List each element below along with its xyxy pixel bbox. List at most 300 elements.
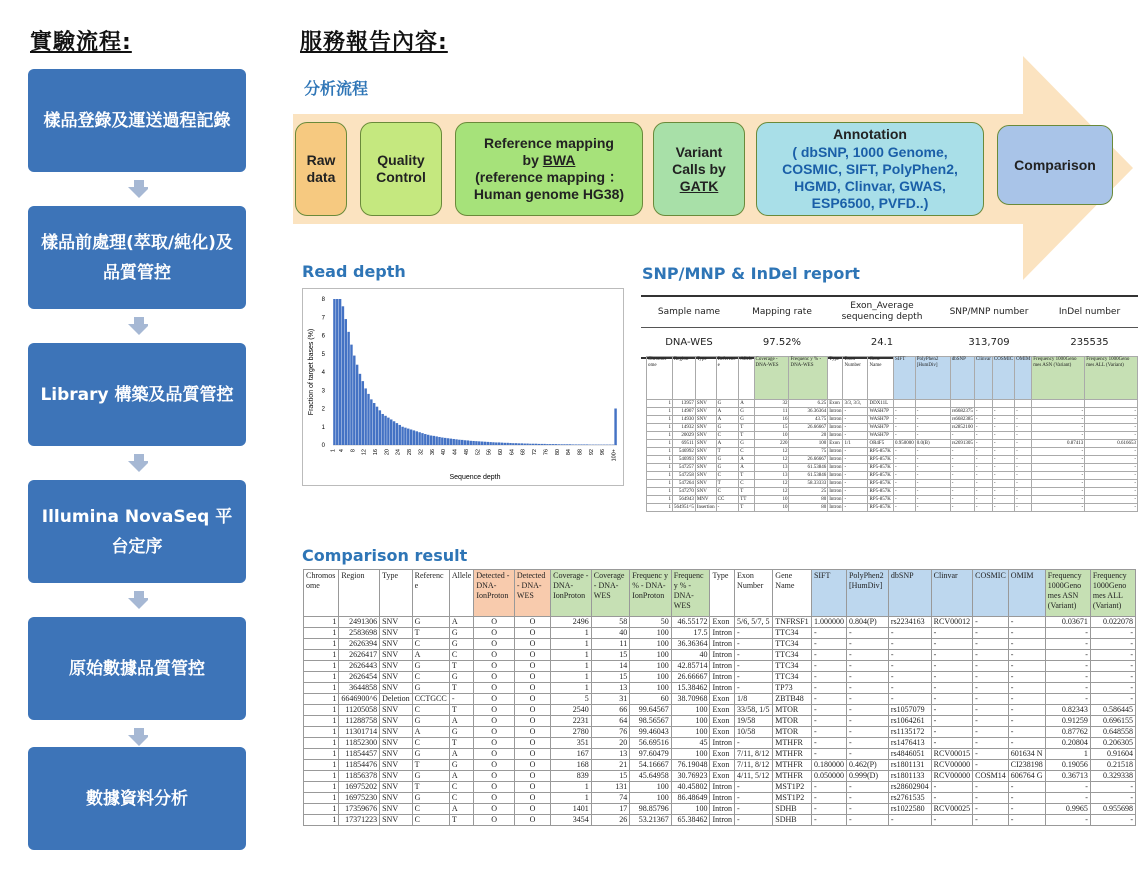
table-cell: TNFRSF1: [773, 617, 812, 628]
table-cell: G: [412, 661, 449, 672]
mapping-line-4: Human genome HG38): [473, 186, 625, 202]
table-row: [304, 650, 1136, 661]
table-cell: [950, 400, 974, 408]
table-cell: Intron: [710, 628, 735, 639]
table-cell: -: [843, 432, 868, 440]
table-cell: -: [992, 448, 1014, 456]
table-cell: 351: [551, 738, 592, 749]
table-cell: 7/11, 8/12: [735, 760, 773, 771]
table-cell: MTOR: [773, 716, 812, 727]
summary-header-cell: Mapping rate: [752, 306, 812, 317]
table-cell: 80: [789, 504, 828, 512]
table-cell: -: [735, 661, 773, 672]
table-cell: 100: [671, 705, 710, 716]
table-cell: T: [449, 661, 474, 672]
table-cell: SNV: [380, 738, 413, 749]
table-row: [647, 448, 1138, 456]
table-cell: A: [739, 456, 754, 464]
table-cell: O: [474, 628, 515, 639]
table-cell: -: [973, 661, 1009, 672]
table-cell: -: [931, 716, 972, 727]
table-cell: -: [973, 804, 1009, 815]
table-cell: 2496: [551, 617, 592, 628]
table-cell: 0.648558: [1090, 727, 1135, 738]
table-cell: A: [412, 727, 449, 738]
table-cell: -: [843, 496, 868, 504]
table-cell: -: [1045, 782, 1090, 793]
table-cell: 30.76923: [671, 771, 710, 782]
workflow-step: 樣品前處理(萃取/純化)及品質管控: [28, 206, 246, 309]
table-cell: 0.19056: [1045, 760, 1090, 771]
table-cell: 1: [304, 650, 339, 661]
table-cell: CI238198: [1008, 760, 1045, 771]
table-cell: O: [474, 661, 515, 672]
table-cell: T: [412, 782, 449, 793]
depth-bar: [549, 444, 551, 445]
table-cell: 56.69516: [630, 738, 672, 749]
depth-bar: [336, 299, 338, 445]
table-cell: 100: [630, 650, 672, 661]
table-cell: G: [716, 456, 739, 464]
table-cell: -: [931, 661, 972, 672]
table-cell: 42.85714: [671, 661, 710, 672]
table-cell: 98.56567: [630, 716, 672, 727]
table-cell: Exon: [710, 771, 735, 782]
depth-bar: [427, 435, 429, 445]
depth-bar: [563, 444, 565, 445]
table-row: [304, 738, 1136, 749]
table-cell: rs2761535: [888, 793, 931, 804]
y-tick-label: 4: [321, 370, 325, 376]
table-cell: 1: [551, 639, 592, 650]
table-cell: -: [973, 705, 1009, 716]
table-cell: -: [846, 749, 888, 760]
table-cell: 16975202: [339, 782, 380, 793]
column-header: Type: [828, 357, 843, 400]
depth-bar: [444, 438, 446, 445]
table-cell: A: [449, 749, 474, 760]
depth-bar: [495, 442, 497, 445]
table-cell: -: [915, 472, 950, 480]
table-cell: 10: [754, 504, 789, 512]
table-cell: -: [888, 661, 931, 672]
summary-header-cell: SNP/MNP number: [949, 306, 1029, 317]
y-tick-label: 1: [321, 424, 325, 431]
depth-bar: [569, 444, 571, 445]
y-tick-label: 6: [321, 333, 325, 340]
table-cell: -: [974, 440, 992, 448]
depth-bar: [546, 444, 548, 445]
table-cell: 2626454: [339, 672, 380, 683]
table-row: [647, 480, 1138, 488]
table-cell: -: [843, 480, 868, 488]
table-cell: -: [973, 738, 1009, 749]
table-cell: C: [449, 782, 474, 793]
table-cell: 1: [304, 815, 339, 826]
table-cell: -: [1085, 424, 1138, 432]
table-cell: -: [1045, 650, 1090, 661]
table-cell: O: [474, 738, 515, 749]
table-cell: 12: [754, 456, 789, 464]
table-cell: 1: [647, 400, 673, 408]
table-cell: 54.16667: [630, 760, 672, 771]
table-cell: 1: [304, 738, 339, 749]
table-cell: -: [992, 408, 1014, 416]
table-row: [304, 639, 1136, 650]
depth-bar: [464, 440, 466, 445]
table-cell: 1.000000: [811, 617, 846, 628]
table-cell: -: [846, 705, 888, 716]
table-cell: 6646900^6: [339, 694, 380, 705]
table-cell: 53.21367: [630, 815, 672, 826]
table-cell: 3644858: [339, 683, 380, 694]
table-cell: Intron: [829, 433, 842, 438]
depth-bar: [350, 345, 352, 445]
table-cell: -: [893, 480, 915, 488]
table-cell: O: [474, 771, 515, 782]
x-tick-label: 20: [384, 449, 391, 456]
table-cell: -: [843, 472, 868, 480]
table-cell: SNV: [695, 472, 716, 480]
table-cell: -: [1090, 639, 1135, 650]
table-cell: -: [893, 432, 915, 440]
snp-summary-table: [641, 295, 1138, 359]
table-cell: 26: [591, 815, 629, 826]
depth-bar: [472, 441, 474, 445]
table-cell: O: [474, 760, 515, 771]
table-cell: -: [1015, 416, 1032, 424]
column-header: Coverage - DNA-IonProton: [551, 570, 592, 617]
x-tick-label: 40: [441, 449, 448, 456]
table-cell: 25: [789, 488, 828, 496]
depth-bar: [435, 436, 437, 445]
table-row: [647, 432, 1138, 440]
table-cell: 36.36364: [671, 639, 710, 650]
table-cell: -: [1015, 440, 1032, 448]
table-cell: -: [735, 650, 773, 661]
table-cell: -: [950, 472, 974, 480]
depth-bar: [470, 441, 472, 445]
table-cell: 1: [304, 727, 339, 738]
x-tick-label: 80: [554, 449, 561, 456]
table-cell: SNV: [380, 815, 413, 826]
depth-bar: [370, 399, 372, 445]
table-cell: -: [973, 815, 1009, 826]
table-cell: 220: [754, 440, 789, 448]
table-cell: SNV: [695, 408, 716, 416]
summary-value-cell: 235535: [1070, 336, 1109, 348]
table-cell: 17371223: [339, 815, 380, 826]
workflow-step: 樣品登錄及運送過程記錄: [28, 69, 246, 172]
table-cell: 98.85796: [630, 804, 672, 815]
table-cell: -: [811, 749, 846, 760]
table-cell: -: [888, 639, 931, 650]
depth-bar: [555, 444, 557, 445]
table-cell: 0.950000: [894, 441, 914, 446]
table-cell: -: [1090, 782, 1135, 793]
x-tick-label: 1: [330, 449, 337, 453]
table-cell: -: [1085, 456, 1138, 464]
table-cell: -: [1090, 694, 1135, 705]
table-cell: -: [973, 617, 1009, 628]
table-cell: MTOR: [773, 727, 812, 738]
depth-bar: [512, 443, 514, 445]
workflow-step: 原始數據品質管控: [28, 617, 246, 720]
table-cell: 1/8: [735, 694, 773, 705]
table-cell: RP5-857K: [868, 480, 894, 488]
table-cell: -: [992, 416, 1014, 424]
table-cell: 547257: [672, 464, 695, 472]
table-cell: 100: [671, 749, 710, 760]
table-row: [304, 760, 1136, 771]
down-arrow-icon: [128, 180, 148, 200]
table-cell: 100: [630, 793, 672, 804]
table-cell: MNV: [695, 496, 716, 504]
table-cell: 11: [591, 639, 629, 650]
table-cell: G: [716, 464, 739, 472]
table-cell: -: [893, 496, 915, 504]
table-cell: -: [811, 639, 846, 650]
table-cell: -: [1045, 683, 1090, 694]
depth-bar: [404, 428, 406, 445]
table-cell: 0.050000: [811, 771, 846, 782]
table-cell: -: [893, 504, 915, 512]
table-cell: 13: [754, 472, 789, 480]
table-row: [647, 416, 1138, 424]
depth-bar: [333, 299, 335, 445]
table-cell: Intron: [710, 782, 735, 793]
table-cell: 1: [647, 432, 673, 440]
y-tick-label: 8: [321, 297, 325, 303]
column-header: OMIM: [1008, 570, 1045, 617]
depth-bar: [583, 444, 585, 445]
table-cell: RP5-857K: [868, 448, 894, 456]
table-cell: 11856378: [339, 771, 380, 782]
read-depth-title: Read depth: [302, 262, 406, 281]
table-cell: -: [1032, 432, 1085, 440]
table-cell: Intron: [829, 425, 842, 430]
table-row: [647, 472, 1138, 480]
table-cell: 15.38462: [671, 683, 710, 694]
table-cell: Intron: [710, 639, 735, 650]
table-cell: 80: [789, 496, 828, 504]
mapping-line-2: [523, 152, 576, 169]
table-cell: C: [412, 738, 449, 749]
table-cell: rs4846051: [888, 749, 931, 760]
table-row: [647, 440, 1138, 448]
depth-bar: [577, 444, 579, 445]
table-cell: RCV00025: [931, 804, 972, 815]
table-cell: SNV: [380, 672, 413, 683]
table-cell: MST1P2: [773, 782, 812, 793]
table-cell: rs6682385: [951, 417, 973, 422]
column-header: Allele: [449, 570, 474, 617]
table-cell: O: [474, 749, 515, 760]
table-cell: -: [1032, 496, 1085, 504]
table-cell: G: [412, 793, 449, 804]
depth-bar: [356, 365, 358, 445]
table-row: [647, 504, 1138, 512]
pipeline-variant-calls: [653, 122, 745, 216]
down-arrow-icon: [128, 591, 148, 611]
table-cell: 100: [630, 672, 672, 683]
table-cell: -: [893, 448, 915, 456]
depth-bar: [580, 444, 582, 445]
table-row: [647, 464, 1138, 472]
comparison-label: Comparison: [1014, 156, 1096, 173]
table-cell: 11301714: [339, 727, 380, 738]
table-cell: -: [973, 760, 1009, 771]
table-cell: 0.87762: [1045, 727, 1090, 738]
table-cell: T: [716, 480, 739, 488]
table-cell: SNV: [695, 432, 716, 440]
table-cell: SNV: [695, 456, 716, 464]
depth-bar: [461, 440, 463, 445]
table-cell: SNV: [380, 782, 413, 793]
table-cell: O: [474, 815, 515, 826]
table-cell: 15: [591, 672, 629, 683]
table-cell: Intron: [829, 417, 842, 422]
depth-bar: [543, 444, 545, 445]
table-cell: 64: [591, 716, 629, 727]
table-cell: -: [1008, 716, 1045, 727]
table-cell: C: [449, 650, 474, 661]
table-cell: -: [1015, 480, 1032, 488]
x-tick-label: 48: [463, 449, 470, 456]
table-cell: -: [1045, 815, 1090, 826]
table-cell: SNV: [695, 464, 716, 472]
table-cell: 1: [647, 456, 673, 464]
table-cell: -: [974, 408, 992, 416]
table-cell: 2626443: [339, 661, 380, 672]
table-cell: 100: [630, 782, 672, 793]
table-cell: rs6682375: [951, 409, 973, 414]
table-cell: T: [449, 815, 474, 826]
table-cell: 5: [551, 694, 592, 705]
variant-line-2: Calls by: [672, 160, 726, 177]
table-cell: -: [1015, 472, 1032, 480]
table-cell: -: [974, 472, 992, 480]
table-cell: SNV: [380, 628, 413, 639]
depth-bar: [475, 441, 477, 445]
depth-bar: [614, 409, 616, 446]
table-cell: -: [950, 456, 974, 464]
table-cell: -: [735, 628, 773, 639]
table-cell: 0.462(P): [846, 760, 888, 771]
table-cell: -: [888, 683, 931, 694]
table-cell: SNV: [380, 771, 413, 782]
depth-bar: [362, 381, 364, 445]
table-cell: O: [474, 804, 515, 815]
table-cell: 75: [789, 448, 828, 456]
table-cell: Intron: [829, 457, 842, 462]
table-cell: 32: [754, 400, 789, 408]
table-cell: 19/58: [735, 716, 773, 727]
table-cell: T: [412, 628, 449, 639]
table-cell: 0.804(P): [846, 617, 888, 628]
depth-bar: [515, 443, 517, 445]
depth-bar: [509, 443, 511, 445]
table-cell: O: [514, 683, 550, 694]
table-cell: 26.66667: [671, 672, 710, 683]
depth-bar: [381, 414, 383, 445]
table-cell: SNV: [695, 488, 716, 496]
table-cell: -: [893, 472, 915, 480]
table-cell: 1: [1045, 749, 1090, 760]
table-cell: A: [412, 650, 449, 661]
depth-bar: [407, 429, 409, 445]
table-cell: RP5-857K: [868, 504, 894, 512]
table-cell: [1032, 400, 1085, 408]
column-header: Coverage - DNA-WES: [754, 357, 789, 400]
table-cell: O: [474, 683, 515, 694]
table-cell: 1: [304, 672, 339, 683]
depth-bar: [421, 433, 423, 445]
table-cell: Intron: [710, 815, 735, 826]
table-cell: -: [1085, 416, 1138, 424]
mapping-line-1: Reference mapping: [484, 135, 614, 151]
table-cell: T: [716, 448, 739, 456]
table-cell: -: [893, 488, 915, 496]
table-cell: Intron: [829, 481, 842, 486]
table-cell: -: [973, 782, 1009, 793]
table-cell: 1: [304, 749, 339, 760]
table-cell: MTHFR: [773, 771, 812, 782]
table-cell: -: [811, 815, 846, 826]
table-cell: 11: [754, 408, 789, 416]
table-cell: 1: [304, 694, 339, 705]
table-cell: 0.36713: [1045, 771, 1090, 782]
table-cell: -: [846, 683, 888, 694]
table-cell: 66: [591, 705, 629, 716]
table-cell: 839: [551, 771, 592, 782]
table-cell: C: [412, 672, 449, 683]
table-cell: -: [843, 408, 868, 416]
column-header: Gene Name: [773, 570, 812, 617]
table-cell: A: [716, 440, 739, 448]
table-cell: -: [1015, 496, 1032, 504]
table-cell: MTHFR: [773, 760, 812, 771]
table-row: [304, 617, 1136, 628]
table-cell: -: [893, 424, 915, 432]
workflow-step: 數據資料分析: [28, 747, 246, 850]
table-cell: -: [1032, 488, 1085, 496]
table-cell: -: [1008, 804, 1045, 815]
depth-bar: [467, 440, 469, 445]
table-cell: WASH7P: [868, 416, 894, 424]
column-header: Coverage - DNA-WES: [591, 570, 629, 617]
y-tick-label: 0: [321, 443, 325, 449]
table-cell: 1: [551, 672, 592, 683]
table-cell: -: [811, 804, 846, 815]
table-cell: 601634 N: [1008, 749, 1045, 760]
depth-bar: [376, 407, 378, 445]
table-cell: 26.66667: [789, 456, 828, 464]
table-cell: C: [412, 804, 449, 815]
table-cell: -: [888, 815, 931, 826]
column-header: Referenc e: [412, 570, 449, 617]
table-cell: -: [1045, 672, 1090, 683]
table-cell: G: [412, 749, 449, 760]
table-cell: 0.21518: [1090, 760, 1135, 771]
table-cell: O: [474, 672, 515, 683]
table-cell: -: [1085, 472, 1138, 480]
table-cell: rs1476413: [888, 738, 931, 749]
column-header: Frequenc y % - DNA-WES: [789, 357, 828, 400]
table-cell: 547264: [672, 480, 695, 488]
table-cell: -: [1008, 727, 1045, 738]
table-cell: 11854457: [339, 749, 380, 760]
